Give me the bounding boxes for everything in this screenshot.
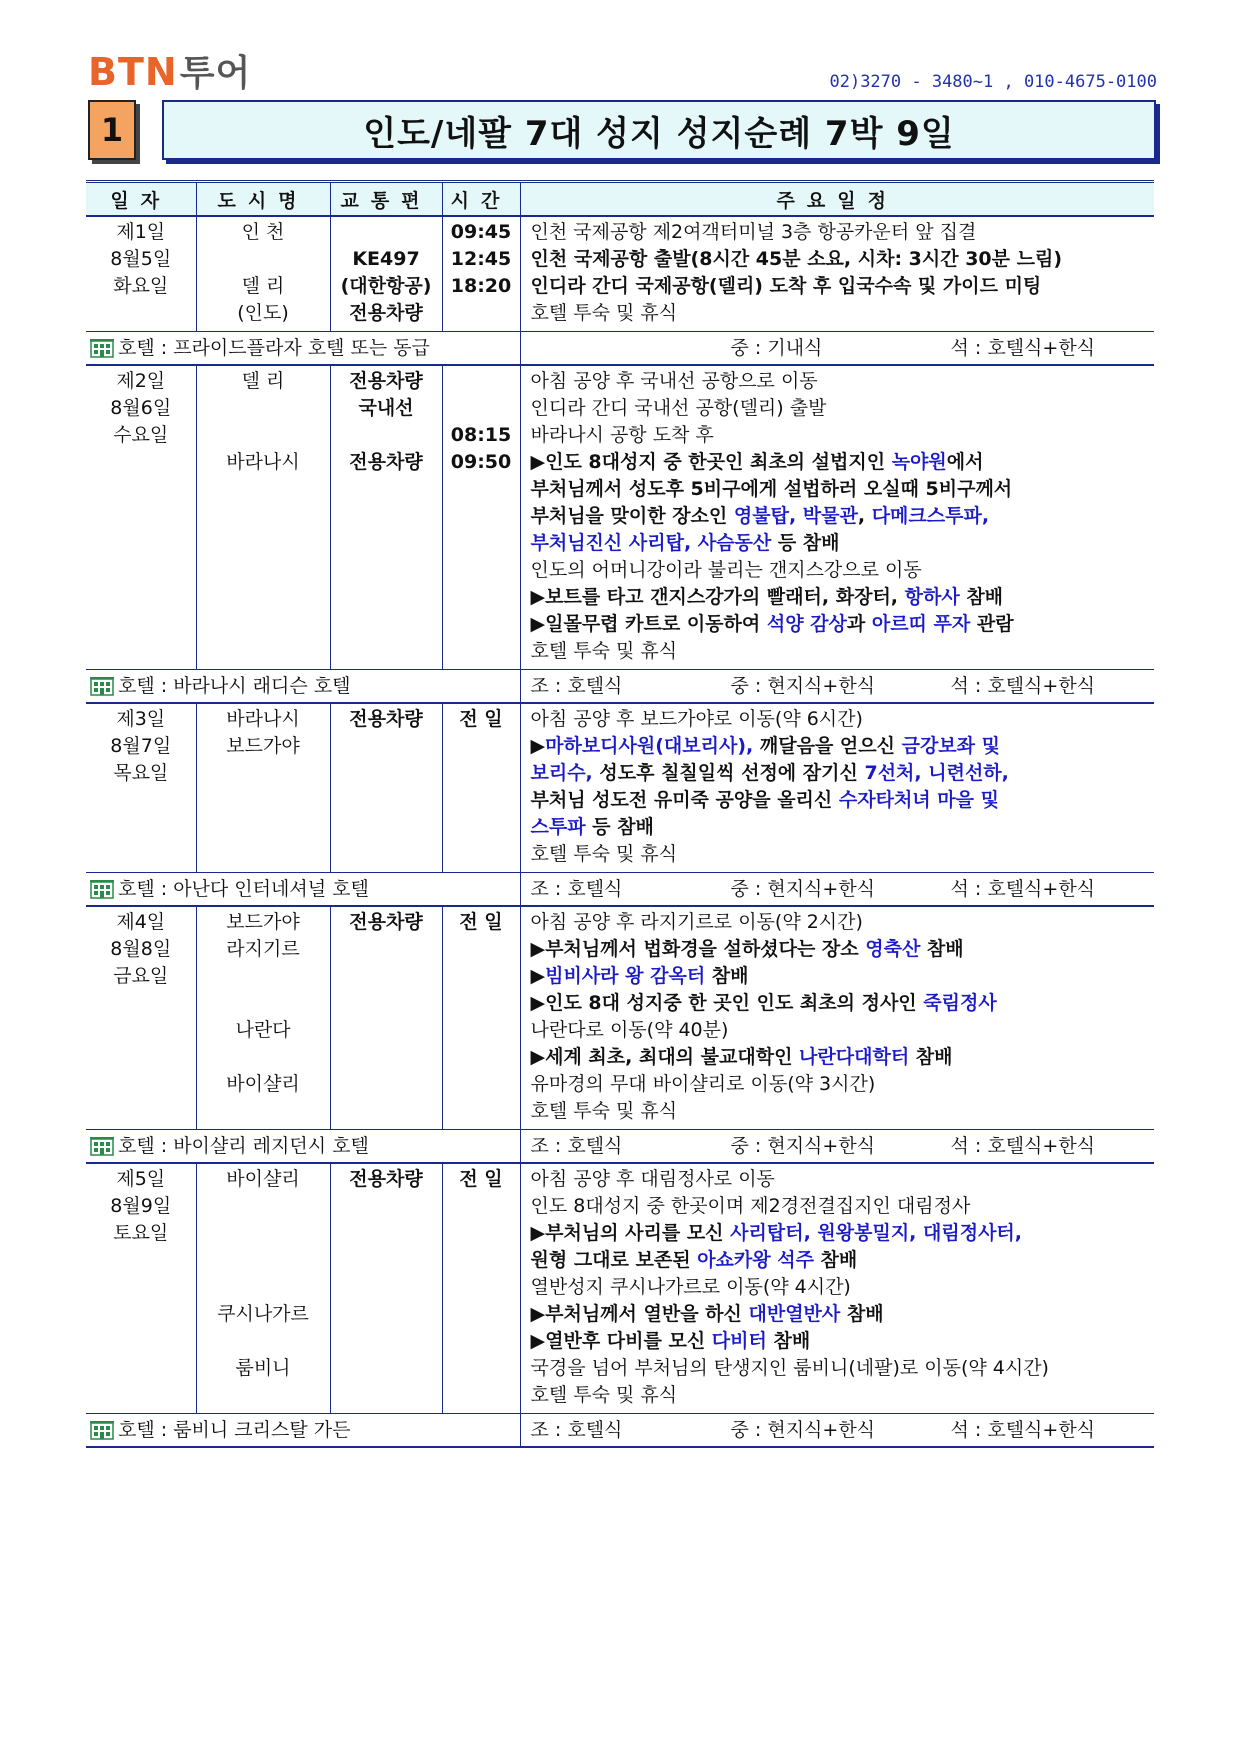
city-name [197,1274,330,1301]
schedule-text: 대반열반사 [748,1303,841,1325]
hotel-cell [86,332,520,366]
transport-label: 전용차량 [349,708,423,730]
day-label: 제1일 [116,221,166,243]
schedule-text: 금강보좌 및 [901,735,1000,757]
hotel-building-icon [90,1419,118,1441]
meal-breakfast: 조 : 호텔식 [530,1135,623,1157]
day-row [86,906,1154,1130]
day-label: 제5일 [116,1168,166,1190]
city-cell [196,365,330,670]
logo-suffix: 투어 [179,53,252,94]
schedule-text: 유마경의 무대 바이샬리로 이동(약 3시간) [530,1073,876,1095]
schedule-line [531,368,1155,395]
schedule-text: 영축산 [865,938,921,960]
day-label: 제3일 [116,708,166,730]
schedule-text: 깨달음을 얻으신 [753,735,902,757]
schedule-line [531,1382,1155,1409]
transport-label: 전용차량 [349,370,423,392]
schedule-text: 호텔 투숙 및 휴식 [530,843,678,865]
day-row [86,1163,1154,1414]
schedule-text: 참배 [766,1330,811,1352]
schedule-text: 아침 공양 후 대림정사로 이동 [530,1168,775,1190]
schedule-text: 수자타처녀 마을 및 [838,789,999,811]
city-name: 바라나시 [226,708,300,730]
schedule-line [531,422,1155,449]
schedule-text: 아르띠 푸자 [871,613,971,635]
hotel-name: 호텔 : 프라이드플라자 호텔 또는 동급 [118,337,430,359]
schedule-text: 나란다대학터 [799,1046,910,1068]
schedule-cell [520,703,1154,873]
meal-lunch: 중 : 현지식+한식 [730,878,876,900]
transport-label: (대한항공) [340,275,432,297]
schedule-text: ▶ [530,965,546,987]
schedule-text: 아침 공양 후 보드가야로 이동(약 6시간) [530,708,863,730]
schedule-line [531,219,1155,246]
meal-lunch: 중 : 현지식+한식 [730,675,876,697]
schedule-text: 과 [846,613,872,635]
city-name [197,1044,330,1071]
day-label: 제2일 [116,370,166,392]
city-name: 델 리 [241,275,285,297]
hotel-row [86,670,1154,704]
day-label: 화요일 [113,275,169,297]
contact-phone: 02)3270 - 3480~1 , 010-4675-0100 [829,72,1157,92]
schedule-text: ▶보트를 타고 갠지스강가의 빨래터, 화장터, [530,586,905,608]
schedule-text: 죽림정사 [923,992,997,1014]
meals-cell [520,332,1154,366]
city-name [197,963,330,990]
schedule-line [531,706,1155,733]
hotel-row [86,1130,1154,1164]
time-label: 09:50 [450,451,512,473]
schedule-line [531,760,1155,787]
time-label: 전 일 [459,1168,503,1190]
schedule-text: ▶열반후 다비를 모신 [530,1330,712,1352]
schedule-cell [520,1163,1154,1414]
transport-label: 전용차량 [349,911,423,933]
schedule-text: 참배 [840,1303,884,1325]
page-title: 인도/네팔 7대 성지 성지순례 7박 9일 [162,100,1156,160]
schedule-text: ▶세계 최초, 최대의 불교대학인 [530,1046,800,1068]
day-row [86,703,1154,873]
hotel-cell [86,1130,520,1164]
schedule-line [531,841,1155,868]
schedule-text: 부처님을 맞이한 장소인 [530,505,734,527]
time-cell [442,216,520,332]
schedule-line [531,530,1155,557]
schedule-line [531,395,1155,422]
transport-label: 전용차량 [349,451,423,473]
city-name [197,1220,330,1247]
transport-label: KE497 [352,248,420,270]
header-day: 일자 [86,182,196,217]
meals-cell [520,670,1154,704]
schedule-line [531,963,1155,990]
schedule-text: ▶일몰무렵 카트로 이동하여 [530,613,767,635]
schedule-text: 등 참배 [585,816,654,838]
hotel-name: 호텔 : 바라나시 래디슨 호텔 [118,675,351,697]
hotel-building-icon [90,675,118,697]
time-label: 12:45 [450,248,512,270]
meals-cell [520,1130,1154,1164]
transport-label [331,422,442,449]
schedule-text: 아침 공양 후 국내선 공항으로 이동 [530,370,818,392]
city-name [197,395,330,422]
hotel-building-icon [90,1135,118,1157]
city-name: 델 리 [241,370,285,392]
schedule-line [531,476,1155,503]
time-label: 전 일 [459,911,503,933]
day-cell [86,365,196,670]
header-transport: 교통편 [330,182,442,217]
city-name: 쿠시나가르 [217,1303,309,1325]
schedule-text: 빔비사라 왕 감옥터 [545,965,706,987]
schedule-text: 인도 8대성지 중 한곳이며 제2경전결집지인 대림정사 [530,1195,971,1217]
day-cell [86,1163,196,1414]
schedule-line [531,1247,1155,1274]
time-label [443,300,520,327]
schedule-text: 부처님 성도전 유미죽 공양을 올리신 [530,789,839,811]
day-label: 목요일 [113,762,169,784]
meal-dinner: 석 : 호텔식+한식 [950,1419,1096,1441]
day-cell [86,216,196,332]
schedule-text: , [857,505,872,527]
time-label: 전 일 [459,708,503,730]
header-city: 도시명 [196,182,330,217]
city-cell [196,703,330,873]
meal-lunch: 중 : 현지식+한식 [730,1419,876,1441]
schedule-text: 사리탑터, 원왕봉밀지, 대림정사터, [730,1222,1022,1244]
schedule-text: 마하보디사원(대보리사), [545,735,754,757]
day-label: 금요일 [113,965,169,987]
transport-cell [330,1163,442,1414]
transport-cell [330,216,442,332]
meals-cell [520,873,1154,907]
city-name: 바라나시 [226,451,300,473]
schedule-text: 아쇼카왕 석주 [697,1249,814,1271]
schedule-line [531,1355,1155,1382]
schedule-text: 성도후 칠칠일씩 선정에 잠기신 [592,762,865,784]
meals-cell [520,1414,1154,1448]
meal-lunch: 중 : 기내식 [730,337,823,359]
schedule-text: 스투파 [530,816,586,838]
schedule-line [531,503,1155,530]
meal-dinner: 석 : 호텔식+한식 [950,337,1096,359]
schedule-line [531,1044,1155,1071]
schedule-line [531,814,1155,841]
city-name [197,1247,330,1274]
schedule-line [531,1193,1155,1220]
city-name [197,1328,330,1355]
schedule-text: 원형 그대로 보존된 [530,1249,698,1271]
day-row [86,216,1154,332]
time-label: 09:45 [450,221,512,243]
day-label: 수요일 [113,424,169,446]
schedule-line [531,1017,1155,1044]
schedule-line [531,246,1155,273]
schedule-text: 등 참배 [771,532,840,554]
schedule-text: 다메크스투파, [871,505,990,527]
schedule-line [531,733,1155,760]
time-label [443,368,520,395]
hotel-name: 호텔 : 룸비니 크리스탈 가든 [118,1419,351,1441]
schedule-text: 호텔 투숙 및 휴식 [530,302,678,324]
schedule-text: ▶부처님께서 법화경을 설하셨다는 장소 [530,938,866,960]
schedule-cell [520,216,1154,332]
day-label: 토요일 [113,1222,169,1244]
header-schedule: 주요일정 [520,182,1154,217]
schedule-text: ▶부처님의 사리를 모신 [530,1222,731,1244]
schedule-text: 녹야원 [891,451,947,473]
schedule-line [531,557,1155,584]
schedule-text: 인디라 간디 국내선 공항(델리) 출발 [530,397,827,419]
hotel-name: 호텔 : 아난다 인터네셔널 호텔 [118,878,369,900]
meal-breakfast: 조 : 호텔식 [530,1419,623,1441]
schedule-line [531,787,1155,814]
city-cell [196,1163,330,1414]
meal-breakfast: 조 : 호텔식 [530,675,623,697]
schedule-line [531,1274,1155,1301]
hotel-row [86,332,1154,366]
schedule-line [531,611,1155,638]
schedule-text: 호텔 투숙 및 휴식 [530,1384,678,1406]
schedule-text: 인디라 간디 국제공항(델리) 도착 후 입국수속 및 가이드 미팅 [530,275,1042,297]
city-name [197,422,330,449]
schedule-line [531,1301,1155,1328]
city-name: 바이샬리 [226,1168,300,1190]
meal-dinner: 석 : 호텔식+한식 [950,878,1096,900]
time-cell [442,1163,520,1414]
day-label: 8월7일 [110,735,172,757]
transport-cell [330,703,442,873]
transport-label: 전용차량 [349,302,423,324]
schedule-line [531,1166,1155,1193]
schedule-text: 인천 국제공항 제2여객터미널 3층 항공카운터 앞 집결 [530,221,977,243]
logo-brand: BTN [88,50,178,94]
schedule-text: 영불탑, 박물관 [733,505,858,527]
hotel-name: 호텔 : 바이샬리 레지던시 호텔 [118,1135,369,1157]
meal-breakfast: 조 : 호텔식 [530,878,623,900]
meal-dinner: 석 : 호텔식+한식 [950,675,1096,697]
city-name: 보드가야 [226,735,300,757]
schedule-text: 참배 [813,1249,858,1271]
time-label: 18:20 [450,275,512,297]
schedule-text: 열반성지 쿠시나가르로 이동(약 4시간) [530,1276,851,1298]
schedule-line [531,1328,1155,1355]
schedule-line [531,936,1155,963]
schedule-text: 에서 [946,451,984,473]
schedule-text: 인도의 어머니강이라 불리는 갠지스강으로 이동 [530,559,922,581]
day-cell [86,906,196,1130]
brand-logo [88,52,251,94]
schedule-text: ▶ [530,735,546,757]
schedule-text: 부처님께서 성도후 5비구에게 설법하러 오실때 5비구께서 [530,478,1013,500]
schedule-line [531,273,1155,300]
schedule-text: 부처님진신 사리탑, 사슴동산 [530,532,772,554]
schedule-text: 나란다로 이동(약 40분) [530,1019,729,1041]
schedule-text: 참배 [959,586,1004,608]
schedule-text: 보리수, [530,762,593,784]
meal-lunch: 중 : 현지식+한식 [730,1135,876,1157]
city-name: 라지기르 [226,938,300,960]
hotel-row [86,873,1154,907]
day-label: 8월9일 [110,1195,172,1217]
time-cell [442,703,520,873]
city-name: 바이샬리 [226,1073,300,1095]
schedule-text: 바라나시 공항 도착 후 [530,424,714,446]
day-label: 8월8일 [110,938,172,960]
city-name: 보드가야 [226,911,300,933]
hotel-building-icon [90,878,118,900]
schedule-text: 인천 국제공항 출발(8시간 45분 소요, 시차: 3시간 30분 느림) [530,248,1063,270]
schedule-cell [520,365,1154,670]
schedule-line [531,300,1155,327]
time-cell [442,906,520,1130]
hotel-row [86,1414,1154,1448]
hotel-building-icon [90,337,118,359]
schedule-line [531,990,1155,1017]
city-name [197,1193,330,1220]
schedule-line [531,1220,1155,1247]
table-header-row [86,182,1154,217]
transport-label: 전용차량 [349,1168,423,1190]
itinerary-table [86,180,1154,1448]
hotel-cell [86,1414,520,1448]
meal-dinner: 석 : 호텔식+한식 [950,1135,1096,1157]
schedule-line [531,638,1155,665]
city-name [197,246,330,273]
transport-cell [330,906,442,1130]
hotel-cell [86,670,520,704]
schedule-text: 다비터 [711,1330,767,1352]
schedule-text: 호텔 투숙 및 휴식 [530,1100,678,1122]
city-cell [196,906,330,1130]
city-cell [196,216,330,332]
day-row [86,365,1154,670]
schedule-cell [520,906,1154,1130]
day-label: 제4일 [116,911,166,933]
schedule-text: 호텔 투숙 및 휴식 [530,640,678,662]
schedule-text: 관람 [970,613,1014,635]
day-cell [86,703,196,873]
itinerary-number: 1 [88,100,136,160]
schedule-line [531,1071,1155,1098]
meal-breakfast [531,333,731,363]
hotel-cell [86,873,520,907]
schedule-text: 참배 [909,1046,953,1068]
time-label: 08:15 [450,424,512,446]
schedule-text: ▶인도 8대성지 중 한곳인 최초의 설법지인 [530,451,892,473]
day-label: 8월5일 [110,248,172,270]
transport-cell [330,365,442,670]
city-name [197,990,330,1017]
schedule-text: ▶인도 8대 성지중 한 곳인 인도 최초의 정사인 [530,992,924,1014]
schedule-text: 참배 [920,938,964,960]
header-time: 시간 [442,182,520,217]
schedule-text: 항하사 [904,586,960,608]
schedule-line [531,584,1155,611]
city-name: 인 천 [241,221,285,243]
schedule-text: 국경을 넘어 부처님의 탄생지인 룸비니(네팔)로 이동(약 4시간) [530,1357,1049,1379]
city-name: 나란다 [235,1019,291,1041]
transport-label [331,219,442,246]
schedule-text: 아침 공양 후 라지기르로 이동(약 2시간) [530,911,863,933]
schedule-line [531,1098,1155,1125]
time-cell [442,365,520,670]
schedule-text: 7선처, 니련선하, [864,762,1009,784]
day-label: 8월6일 [110,397,172,419]
schedule-text: 참배 [705,965,749,987]
time-label [443,395,520,422]
schedule-text: ▶부처님께서 열반을 하신 [530,1303,749,1325]
schedule-line [531,909,1155,936]
transport-label: 국내선 [358,397,414,419]
city-name: (인도) [237,302,289,324]
schedule-text: 석양 감상 [766,613,847,635]
city-name: 룸비니 [235,1357,291,1379]
schedule-line [531,449,1155,476]
